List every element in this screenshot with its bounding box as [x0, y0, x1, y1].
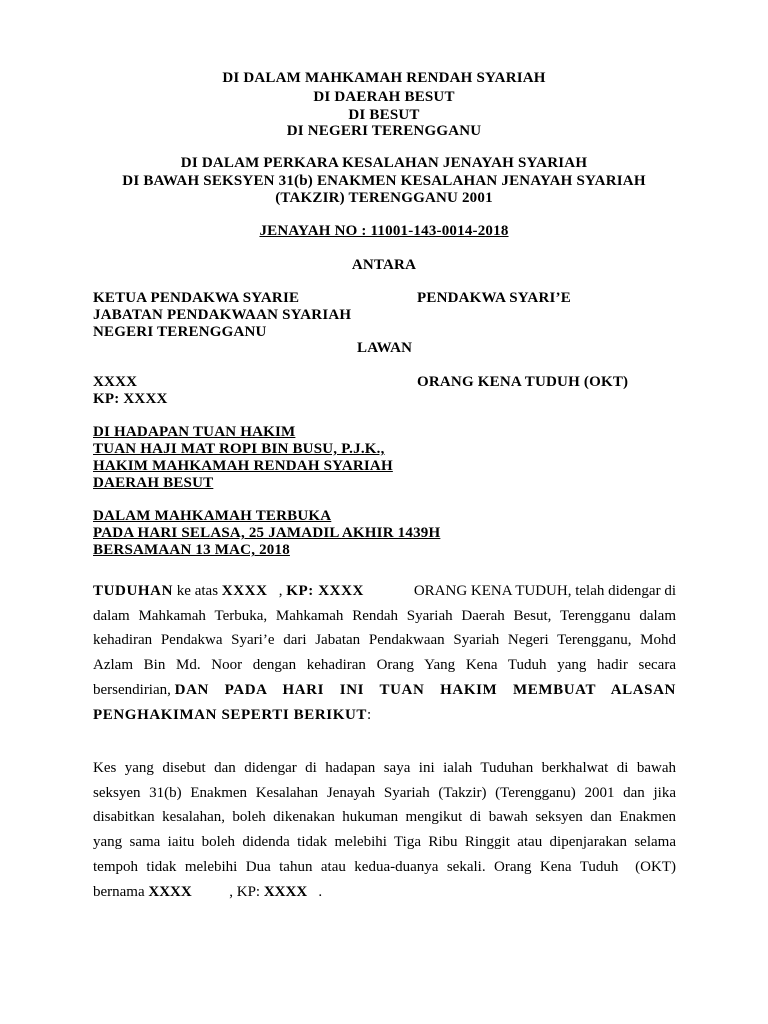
hearing-line-1: DALAM MAHKAMAH TERBUKA — [93, 508, 332, 524]
paragraph-kes — [93, 756, 676, 904]
case-number: JENAYAH NO : 11001-143-0014-2018 — [259, 223, 509, 239]
defendant-role: ORANG KENA TUDUH (OKT) — [417, 374, 629, 390]
hearing-line-3: BERSAMAAN 13 MAC, 2018 — [93, 542, 290, 558]
paragraph-line: TUDUHAN ke atas XXXX , KP: XXXX ORANG KENA TUDUH, telah didengar di — [93, 583, 676, 599]
court-location: DI BESUT — [348, 107, 420, 123]
paragraph-line: Kes yang disebut dan didengar di hadapan saya ini ialah Tuduhan berkhalwat di bawah — [93, 760, 676, 776]
case-section: DI BAWAH SEKSYEN 31(b) ENAKMEN KESALAHAN JENAYAH SYARIAH — [122, 173, 646, 189]
court-district: DI DAERAH BESUT — [313, 89, 455, 105]
court-state: DI NEGERI TERENGGANU — [286, 123, 482, 139]
plaintiff-role: PENDAKWA SYARI’E — [417, 290, 571, 306]
antara-label: ANTARA — [351, 257, 417, 273]
defendant-kp: KP: XXXX — [93, 391, 168, 407]
case-enactment: (TAKZIR) TERENGGANU 2001 — [275, 190, 493, 206]
judge-line-4: DAERAH BESUT — [93, 475, 214, 491]
paragraph-line: PENGHAKIMAN SEPERTI BERIKUT: — [93, 706, 372, 723]
case-matter: DI DALAM PERKARA KESALAHAN JENAYAH SYARIAH — [180, 155, 588, 171]
plaintiff-line-1: KETUA PENDAKWA SYARIE — [93, 290, 300, 306]
judge-line-2: TUAN HAJI MAT ROPI BIN BUSU, P.J.K., — [93, 441, 385, 457]
paragraph-line: bersendirian, DAN PADA HARI INI TUAN HAKIM MEMBUAT ALASAN — [93, 681, 676, 698]
paragraph-line: tempoh tidak melebihi Dua tahun atau kedua-duanya sekali. Orang Kena Tuduh (OKT) — [93, 858, 676, 875]
paragraph-line: seksyen 31(b) Enakmen Kesalahan Jenayah Syariah (Takzir) (Terengganu) 2001 dan jika — [93, 784, 676, 801]
judge-line-3: HAKIM MAHKAMAH RENDAH SYARIAH — [93, 458, 393, 474]
lawan-label: LAWAN — [357, 340, 413, 356]
hearing-line-2: PADA HARI SELASA, 25 JAMADIL AKHIR 1439H — [93, 525, 441, 541]
paragraph-line: yang sama iaitu boleh didenda tidak melebihi Tiga Ribu Ringgit atau dipenjarakan selama — [93, 834, 676, 851]
paragraph-line: kehadiran Pendakwa Syari’e dari Jabatan Pendakwaan Syariah Negeri Terengganu, Mohd — [93, 632, 676, 649]
court-title: DI DALAM MAHKAMAH RENDAH SYARIAH — [222, 70, 546, 86]
defendant-name: XXXX — [93, 374, 138, 390]
paragraph-line: disabitkan kesalahan, boleh dikenakan hukuman mengikut di bawah seksyen dan Enakmen — [93, 809, 676, 826]
paragraph-line: Azlam Bin Md. Noor dengan kehadiran Orang Yang Kena Tuduh yang hadir secara — [93, 657, 676, 674]
plaintiff-line-2: JABATAN PENDAKWAAN SYARIAH — [93, 307, 352, 323]
judge-line-1: DI HADAPAN TUAN HAKIM — [93, 424, 296, 440]
paragraph-tuduhan — [93, 579, 676, 727]
paragraph-line: dalam Mahkamah Terbuka, Mahkamah Rendah Syariah Daerah Besut, Terengganu dalam — [93, 607, 676, 624]
plaintiff-line-3: NEGERI TERENGGANU — [93, 324, 267, 340]
paragraph-line: bernama XXXX , KP: XXXX . — [93, 883, 323, 900]
